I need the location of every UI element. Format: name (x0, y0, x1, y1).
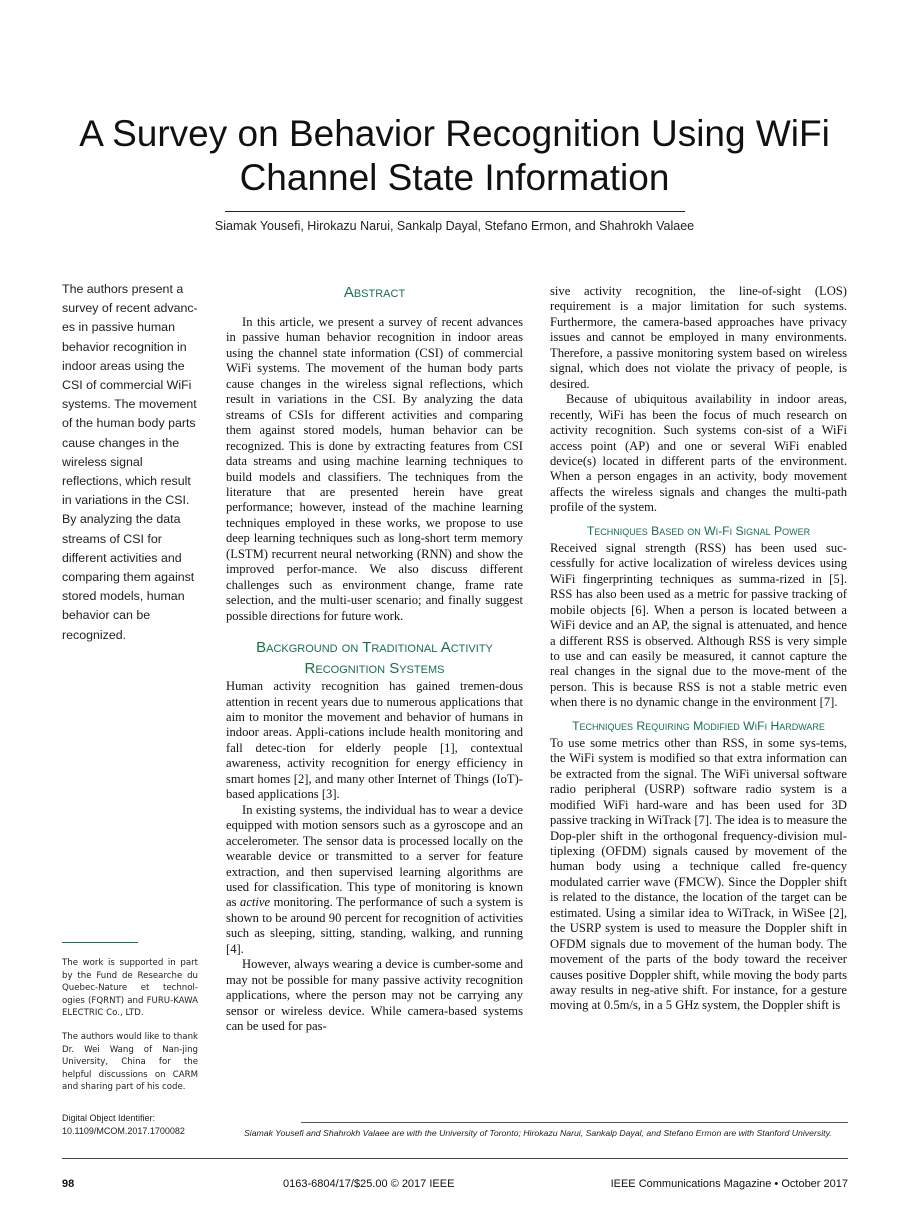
signal-power-heading: Techniques Based on Wi-Fi Signal Power (586, 523, 811, 538)
doi-block (62, 1112, 212, 1138)
sidebar-summary: The authors present a survey of recent advanc-es in passive human behavior recognition in indoor areas using the CSI of commercial WiFi systems. The movement of the human body parts cause changes in the wireless signal reflections, which result in variations in the CSI. By analyzing the data streams of CSI for different activities and comparing them against stored models, human behavior can be recognized. (62, 282, 198, 642)
middle-column (226, 282, 523, 1034)
modified-hardware-paragraph: To use some metrics other than RSS, in some sys-tems, the WiFi system is modified so that extra information can be extracted from the signal. The WiFi universal software radio peripheral (USRP) software radio system is a modified WiFi hard-ware and has been used for 3D passive tracking in WiTrack [7]. The idea is to measure the Dop-pler shift in the orthogonal frequency-division mul-tiplexing (OFDM) signals caused by movement of the human body using a technique called fre-quency modulated carrier wave (FMCW). Since the Doppler shift is related to the distance, the location of the target can be estimated. Using a similar idea to WiTrack, in WiSee [2], the USRP system is used to measure the Doppler shift in OFDM signals due to movement of the human body. The movement of the parts of the body toward the receiver causes positive Doppler shift, while moving the body parts away results in neg-ative shift. For instance, for a gesture moving at 0.5m/s, in a 5 GHz system, the Doppler shift is (550, 735, 847, 1013)
right-paragraph-1: sive activity recognition, the line-of-sight (LOS) requirement is a major limitation for such systems. Furthermore, the camera-based approaches have privacy issues and cannot be employed in many environments. Therefore, a passive monitoring system based on wireless signal, which does not violate the privacy of people, is desired. (550, 284, 847, 391)
right-column (550, 284, 847, 1014)
abstract-text: In this article, we present a survey of recent advances in passive human behavior recognition in indoor areas using the channel state information (CSI) of commercial WiFi systems. The movement of the human body parts cause changes in the wireless signal reflections, which result in variations in the CSI. By analyzing the data streams of CSIs for different activities and comparing them against stored models, human behavior can be recognized. This is done by extracting features from CSI data streams and using machine learning techniques to build models and classifiers. The techniques from the literature that are presented herein have great performance; however, instead of the machine learning techniques employed in these works, we propose to use deep learning techniques such as long-short term memory (LSTM) recurrent neural networking (RNN) and show the improved perfor-mance. We also discuss different challenges such as environment change, frame rate selection, and the multi-user scenario; and finally suggest possible directions for future work. (226, 315, 523, 623)
background-paragraph-3: However, always wearing a device is cumber-some and may not be possible for many passive activity recognition applications, where the person may not be carrying any sensor or wireless device. While camera-based systems can be used for pas- (226, 957, 523, 1034)
doi-label: Digital Object Identifier: (62, 1113, 156, 1123)
background-paragraph-2 (226, 803, 523, 958)
right-paragraph-2: Because of ubiquitous availability in indoor areas, recently, WiFi has been the focus of much research on activity recognition. Such systems con-sist of a WiFi access point (AP) and one or several WiFi enabled device(s) located in different parts of the environment. When a person engages in an activity, body movement affects the wireless signals and changes the multi-path profile of the system. (550, 392, 847, 515)
author-list: Siamak Yousefi, Hirokazu Narui, Sankalp Dayal, Stefano Ermon, and Shahrokh Valaee (214, 219, 695, 233)
background-heading-line-2: Recognition Systems (304, 660, 445, 678)
article-title (0, 112, 909, 200)
author-affiliations: Siamak Yousefi and Shahrokh Valaee are with the University of Toronto; Hirokazu Narui, Sankalp Dayal, and Stefano Ermon are with Stanford University. (244, 1128, 832, 1138)
funding-footnote: The work is supported in part by the Fund de Researche du Quebec-Nature et technol-ogies (FQRNT) and FURU-KAWA ELECTRIC Co., LTD. (62, 958, 198, 1019)
modified-hardware-heading: Techniques Requiring Modified WiFi Hardware (572, 718, 825, 733)
issn-copyright: 0163-6804/17/$25.00 © 2017 IEEE (283, 1178, 455, 1190)
doi-value: 10.1109/MCOM.2017.1700082 (62, 1126, 185, 1136)
footer-divider (62, 1158, 848, 1159)
title-line-2: Channel State Information (239, 157, 670, 198)
page-number: 98 (62, 1178, 75, 1190)
background-heading-line-1: Background on Traditional Activity (256, 639, 493, 657)
background-paragraph-2-part-1: In existing systems, the individual has to wear a device equipped with motion sensors such as a gyroscope and an accelerometer. The sensor data is processed locally on the wearable device or transmitted to a server for feature extraction, and then supervised learning algorithms are used for classification. This type of monitoring is known as (226, 802, 523, 910)
background-paragraph-2-part-2: monitoring. The performance of such a system is shown to be around 90 percent for recognition of activities such as sleeping, sitting, standing, walking, and running [4]. (226, 895, 523, 956)
background-paragraph-1: Human activity recognition has gained tremen-dous attention in recent years due to numerous applications that aim to monitor the movement and behavior of humans in indoor areas. Appli-cations include health monitoring and fall detec-tion for elderly people [1], contextual awareness, activity recognition for energy efficiency in smart homes [2], and many other Internet of Things (IoT)-based applications [3]. (226, 679, 523, 802)
signal-power-paragraph: Received signal strength (RSS) has been used suc-cessfully for active localization of wireless devices using WiFi fingerprinting techniques as summa-rized in [5]. RSS has also been used as a metric for passive tracking of mobile objects [6]. When a person is located between a WiFi device and an AP, the signal is attenuated, and hence a different RSS is observed. Although RSS is very simple to use and can easily be measured, it cannot capture the real changes in the signal due to the move-ment of the person. This is because RSS is not a stable metric even when there is no dynamic change in the environment [7]. (550, 540, 847, 710)
abstract-heading: Abstract (343, 284, 406, 301)
title-divider (225, 211, 685, 212)
sidebar-divider (62, 942, 138, 943)
affiliation-divider (301, 1122, 848, 1123)
title-line-1: A Survey on Behavior Recognition Using WiFi (79, 113, 830, 154)
journal-issue: IEEE Communications Magazine • October 2017 (610, 1178, 848, 1190)
acknowledgment-footnote: The authors would like to thank Dr. Wei Wang of Nan-jing University, China for the helpful discussions on CARM and sharing part of his code. (62, 1032, 198, 1093)
background-heading (226, 637, 523, 679)
active-emphasis: active (240, 895, 271, 910)
